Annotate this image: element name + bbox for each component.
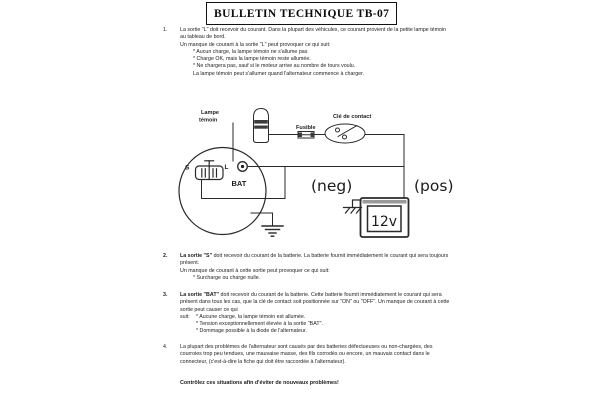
item-text	[180, 292, 452, 336]
document-title: BULLETIN TECHNIQUE TB-07	[214, 8, 390, 20]
item-number: 2.	[163, 253, 168, 259]
bullet: * Ne chargera pas, sauf si le moteur arrive au nombre de tours voulu.	[193, 63, 356, 70]
bullet: * Tension exceptionnellement élevée à la sortie "BAT".	[196, 321, 323, 328]
battery-voltage-label: 12v	[370, 214, 398, 230]
paragraph-rest: doit recevoir du courant de la batterie. Cette batterie fournit immédiatement le courant qui sera présent dans tous les cas, que la clé de contact soit positionnée sur "ON" ou "OFF". Un manque de courant à cette sortie peut causer ce qui	[180, 292, 450, 313]
suit-label: suit:	[180, 313, 190, 320]
item-number: 4.	[163, 344, 168, 350]
battery-ground-icon	[344, 200, 362, 213]
suit-row	[180, 314, 452, 336]
neg-label: (neg)	[311, 177, 353, 195]
paragraph: La sortie "L" doit recevoir du courant. Dans la plupart des véhicules, ce courant provient de la petite lampe témoin au tableau de bord.	[180, 27, 447, 41]
paragraph: Un manque de courant à la sortie "L" peut provoquer ce qui suit:	[180, 41, 331, 48]
alternator-body	[179, 148, 266, 235]
closing-statement: Contrôlez ces situations afin d'éviter de nouveaux problèmes!	[180, 380, 339, 386]
lamp-label-line2: témoin	[199, 117, 218, 124]
ignition-key-label: Clé de contact	[333, 114, 372, 120]
section-item-2	[163, 253, 452, 282]
bullet-list	[180, 275, 452, 282]
bullet: * Aucun charge, la lampe témoin ne s'allume pas	[193, 48, 308, 55]
section-item-3	[163, 292, 452, 336]
bullet: * Dommage possible à la diode de l'alternateur.	[196, 328, 307, 335]
note-line: La lampe témoin peut s'allumer quand l'alternateur commence à charger.	[193, 70, 365, 77]
bold-lead: La sortie "BAT"	[180, 292, 220, 298]
pos-label: (pos)	[414, 177, 454, 195]
terminal-l-label: L	[224, 164, 229, 171]
wire-alternator-ground	[251, 213, 273, 225]
item-text	[180, 253, 452, 282]
item-number: 3.	[163, 292, 168, 298]
paragraph: La plupart des problèmes de l'alternateur sont causés par des batteries défectueuses ou non-chargées, des courroies trop peu tendues, une mauvaise masse, des fils corrodés ou encore, un mauvais contact dans le connecteur, (c'est-à-dire la fiche qui doit être raccordée à l'alternateur).	[180, 344, 433, 365]
section-item-4	[163, 344, 452, 366]
bullet-list	[196, 314, 452, 336]
bat-terminal-icon	[238, 162, 248, 172]
paragraph: Un manque de courant à cette sortie peut provoquer ce qui suit:	[180, 267, 330, 274]
terminal-s-label: S	[185, 164, 190, 172]
terminal-bat-label: BAT	[231, 179, 247, 188]
item-text	[180, 344, 452, 366]
paragraph-rest: doit recevoir du courant de la batterie. La batterie fournit immédiatement le courant qui sera toujours présent.	[180, 253, 449, 267]
item-number: 1.	[163, 27, 168, 33]
warning-lamp-icon	[254, 109, 269, 143]
paragraph	[180, 253, 452, 268]
fuse-label: Fusible	[296, 125, 316, 131]
ignition-switch-icon	[325, 124, 365, 143]
paragraph	[180, 292, 452, 314]
bold-lead: La sortie "S"	[180, 253, 213, 259]
fuse-icon	[298, 132, 314, 139]
alternator-ground-icon	[262, 226, 283, 236]
connector-plug-icon	[196, 161, 224, 180]
bullet: * Charge OK, mais la lampe témoin reste allumée.	[193, 56, 311, 63]
lamp-label-line1: Lampe	[201, 110, 220, 116]
bullet: * Surcharge ou charge nulle.	[193, 274, 261, 281]
bullet: * Aucune charge, la lampe témoin est allumée.	[196, 313, 306, 320]
